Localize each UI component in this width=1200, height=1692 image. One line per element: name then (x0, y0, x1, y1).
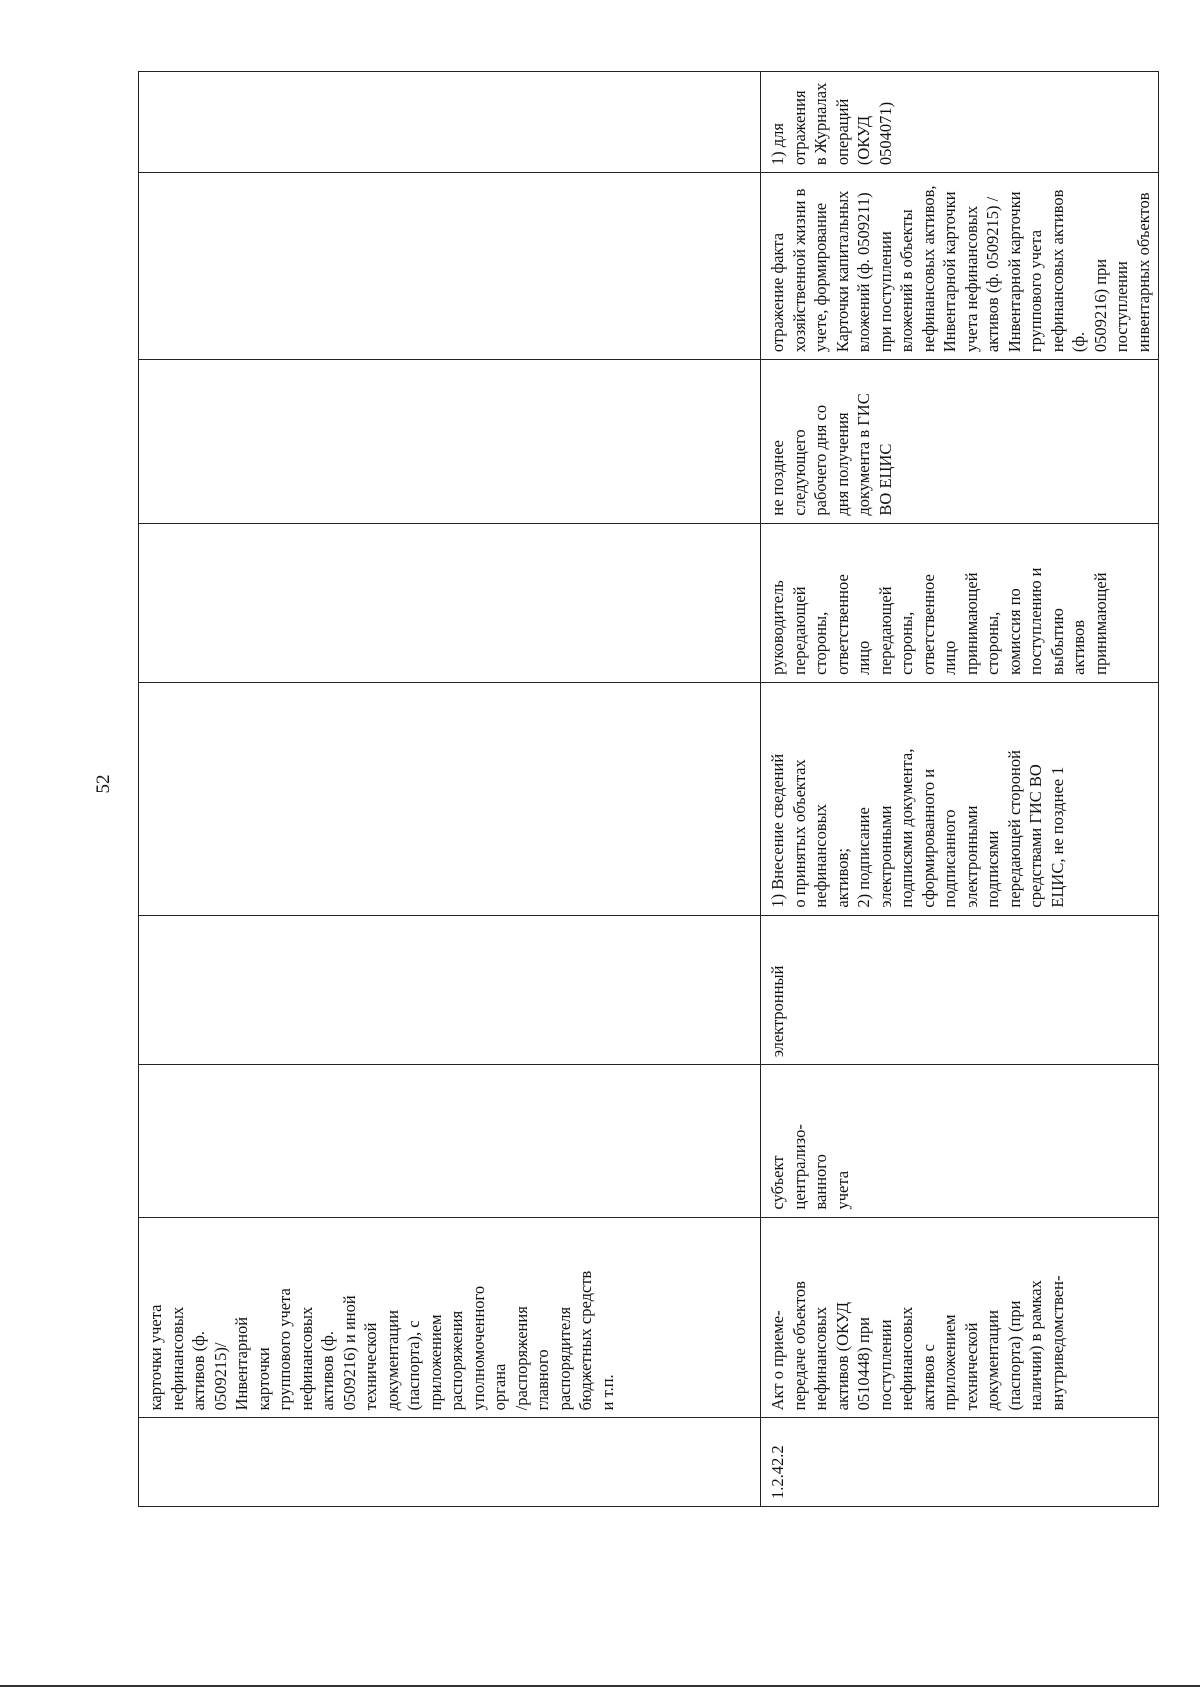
cell-signers (139, 523, 761, 682)
cell-creator: субъект централизо- ванного учета (761, 1065, 1159, 1217)
cell-note (139, 72, 761, 173)
cell-result: отражение факта хозяйственной жизни в учете, формирование Карточки капитальных вложений (ф. 0509211) при поступлении вложений в объекты нефинансовых активов, Инвентарной карточки учета нефинансовых активов (ф. 0509215) / Инвентарной карточки группового учета нефинансовых активов (ф. 0509216) при поступлении инвентарных объектов (761, 173, 1159, 360)
cell-deadline (139, 360, 761, 523)
cell-actions (139, 682, 761, 915)
cell-num: 1.2.42.2 (761, 1418, 1159, 1507)
cell-actions: 1) Внесение сведений о принятых объектах нефинансовых активов; 2) подписание электронными подписями документа, сформированного и подписанного электронными подписями передающей стороной средствами ГИС ВО ЕЦИС, не позднее 1 (761, 682, 1159, 915)
cell-signers: руководитель передающей стороны, ответственное лицо передающей стороны, ответственное лицо принимающей стороны, комиссия по поступлению и выбытию активов принимающей (761, 523, 1159, 682)
cell-document: Акт о приеме- передаче объектов нефинансовых активов (ОКУД 0510448) при поступлении нефинансовых активов с приложением технической документации (паспорта) (при наличии) в рамках внутриведомствен- (761, 1217, 1159, 1418)
cell-result (139, 173, 761, 360)
cell-format: электронный (761, 915, 1159, 1065)
page-number: 52 (93, 774, 114, 794)
cell-note: 1) для отражения в Журналах операций (ОКУД 0504071) (761, 72, 1159, 173)
rotated-table-frame (138, 71, 1200, 1499)
cell-document: карточки учета нефинансовых активов (ф. 0509215)/ Инвентарной карточки группового учета нефинансовых активов (ф. 0509216) и иной технической документации (паспорта), с приложением распоряжения уполномоченного органа /распоряжения главного распорядителя бюджетных средств и т.п. (139, 1217, 761, 1418)
cell-num (139, 1418, 761, 1507)
cell-deadline: не позднее следующего рабочего дня со дня получения документа в ГИС ВО ЕЦИС (761, 360, 1159, 523)
procedure-table (138, 71, 1159, 1507)
table-row-continuation (139, 72, 761, 1507)
bottom-rule (0, 1685, 1200, 1687)
cell-format (139, 915, 761, 1065)
cell-creator (139, 1065, 761, 1217)
table-row-1-2-42-2 (761, 72, 1159, 1507)
